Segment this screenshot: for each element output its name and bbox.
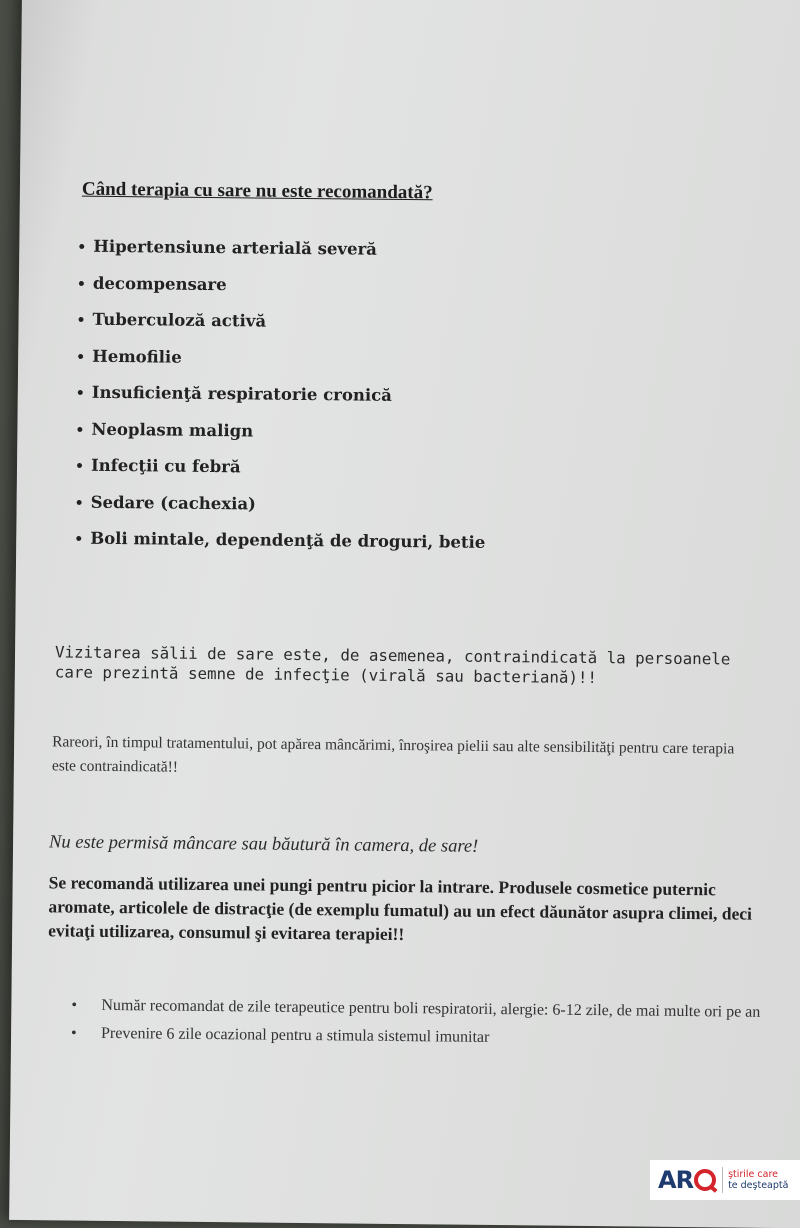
list-item: • Infecţii cu febră <box>74 455 241 477</box>
bullet-icon: • <box>76 349 86 366</box>
list-item: • Sedare (cachexia) <box>74 492 257 513</box>
no-food-note: Nu este permisă mâncare sau băutură în camera, de sare! <box>48 832 479 857</box>
document-page <box>9 0 800 1228</box>
recommendation-paragraph: Se recomandă utilizarea unei pungi pentru picior la intrare. Produsele cosmetice puternic aromate, articolele de distracţie (de exemplu fumatul) au un efect dăunător asupra climei, deci evitaţi utilizarea, consumul şi evitarea terapiei!! <box>48 872 753 945</box>
bullet-icon: • <box>74 531 84 548</box>
list-item: • Insuficienţă respiratorie cronică <box>75 382 392 405</box>
list-item: • Număr recomandat de zile terapeutice pentru boli respiratorii, alergie: 6-12 zile, de mai multe ori pe an <box>71 996 761 1021</box>
bullet-icon: • <box>74 495 84 512</box>
bullet-icon: • <box>75 422 85 439</box>
list-item: • decompensare <box>76 273 227 294</box>
infection-warning: Vizitarea sălii de sare este, de asemenea, contraindicată la persoanele care prezintă semne de infecţie (virală sau bacteriană)!! <box>54 642 731 688</box>
contraindications-list <box>74 237 489 570</box>
bullet-icon: • <box>75 385 85 402</box>
schedule-list <box>71 995 762 1058</box>
list-item: • Hemofilie <box>76 346 182 367</box>
bullet-icon: • <box>71 996 78 1014</box>
logo-brand: AR <box>658 1166 694 1194</box>
list-item: • Hipertensiune arterială severă <box>77 236 378 259</box>
logo-tagline: ştirile care te deşteaptă <box>728 1169 789 1191</box>
bullet-icon: • <box>74 458 85 475</box>
watermark-logo <box>650 1160 800 1200</box>
logo-divider <box>722 1167 723 1193</box>
page-title: Când terapia cu sare nu este recomandată? <box>81 178 433 204</box>
bullet-icon: • <box>76 312 86 329</box>
logo-q-icon <box>694 1169 716 1191</box>
list-item: • Tuberculoză activă <box>76 309 267 331</box>
bullet-icon: • <box>77 239 87 256</box>
bullet-icon: • <box>76 276 86 293</box>
sensitivity-note: Rareori, în timpul tratamentului, pot apărea mâncărimi, înroşirea pielii sau alte sensibilităţi pentru care terapia este contraindicată!! <box>51 733 735 776</box>
bullet-icon: • <box>70 1024 77 1042</box>
list-item: • Boli mintale, dependenţă de droguri, betie <box>74 528 486 552</box>
list-item: • Prevenire 6 zile ocazional pentru a stimula sistemul imunitar <box>70 1024 490 1046</box>
list-item: • Neoplasm malign <box>75 419 254 440</box>
